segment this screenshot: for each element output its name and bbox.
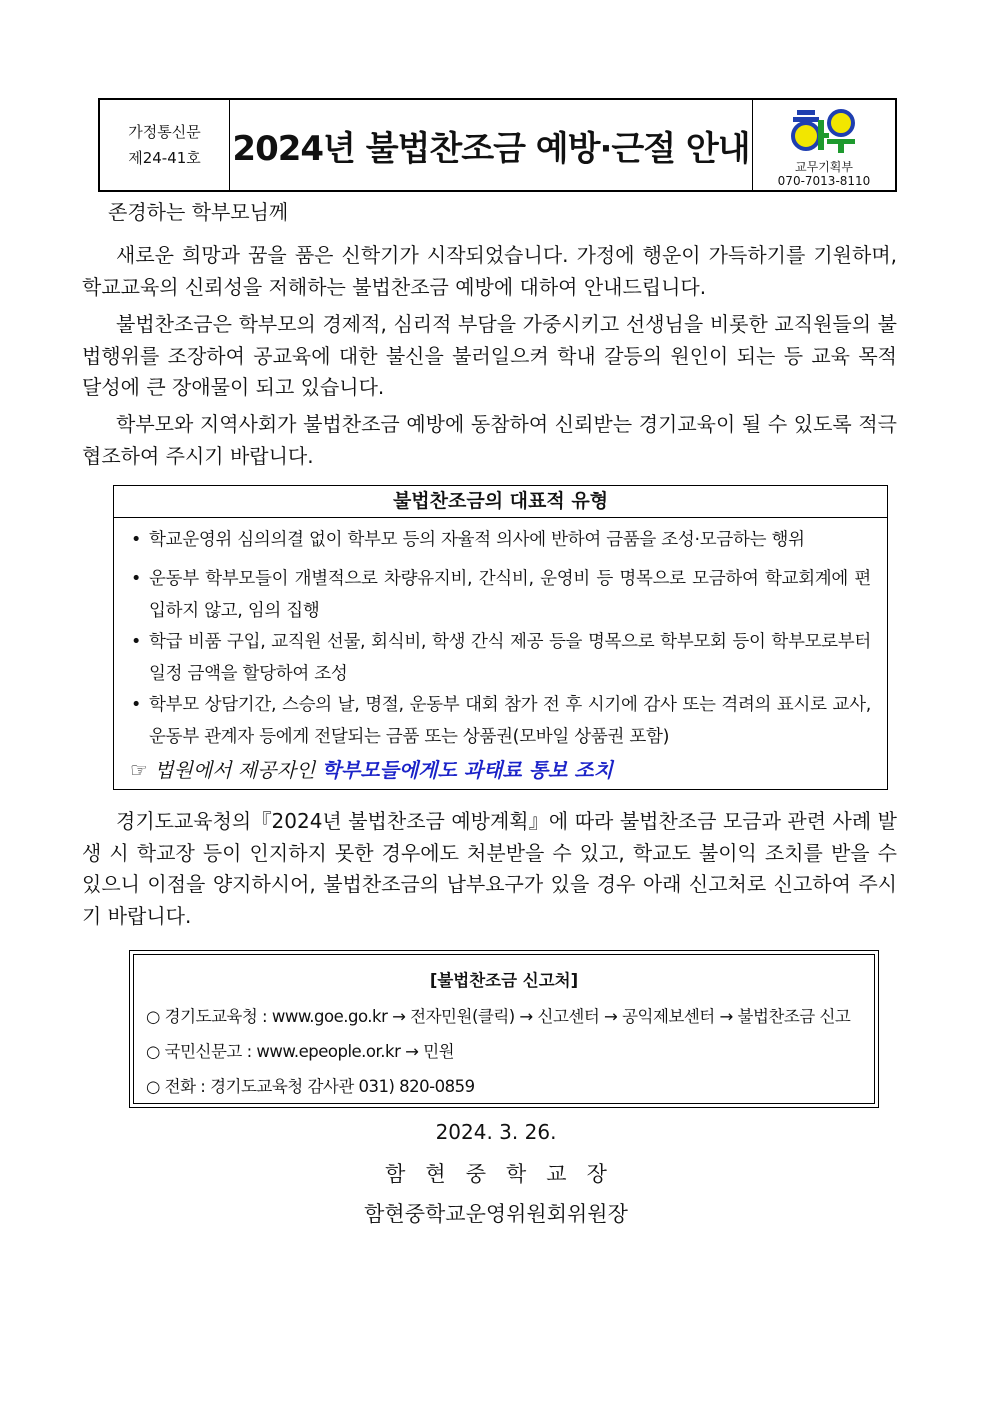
list-item: [131, 524, 871, 556]
bullet-icon: •: [131, 632, 142, 652]
note-highlight: 학부모들에게도 과태료 통보 조치: [321, 758, 613, 782]
issue-date: 2024. 3. 26.: [435, 1120, 557, 1144]
types-title: 불법찬조금의 대표적 유형: [114, 486, 887, 518]
principal-signature: 함현중학교장: [385, 1162, 627, 1186]
report-item-phone: ○ 전화 : 경기도교육청 감사관 031) 820-0859: [146, 1077, 475, 1096]
header-box: [98, 98, 897, 192]
list-item-text: 운동부 학부모들이 개별적으로 차량유지비, 간식비, 운영비 등 명목으로 모금하여 학교회계에 편입하지 않고, 임의 집행: [149, 569, 871, 621]
newsletter-label: 가정통신문: [128, 123, 201, 141]
paragraph-2: 불법찬조금은 학부모의 경제적, 심리적 부담을 가중시키고 선생님을 비롯한 교직원들의 불법행위를 조장하여 공교육에 대한 불신을 불러일으켜 학내 갈등의 원인이 되는 등 교육 목적 달성에 큰 장애물이 되고 있습니다.: [82, 312, 897, 399]
department-name: 교무기획부: [795, 160, 853, 174]
note-prefix: 법원에서 제공자인: [154, 758, 316, 782]
list-item: [131, 563, 871, 627]
list-item: [131, 689, 871, 753]
paragraph-1: 새로운 희망과 꿈을 품은 신학기가 시작되었습니다. 가정에 행운이 가득하기를 기원하며, 학교교육의 신뢰성을 저해하는 불법찬조금 예방에 대하여 안내드립니다.: [82, 243, 897, 299]
report-contacts-box: [129, 950, 879, 1108]
report-item-goe: ○ 경기도교육청 : www.goe.go.kr → 전자민원(클릭) → 신고센터 → 공익제보센터 → 불법찬조금 신고: [146, 1007, 851, 1026]
school-logo-icon: [791, 106, 857, 154]
list-item-text: 학부모 상담기간, 스승의 날, 명절, 운동부 대회 참가 전 후 시기에 감사 또는 격려의 표시로 교사, 운동부 관계자 등에게 전달되는 금품 또는 상품권(모바일 상품권 포함): [149, 695, 871, 747]
bullet-icon: •: [131, 530, 142, 550]
penalty-note: [130, 754, 613, 783]
page-title: 2024년 불법찬조금 예방·근절 안내: [232, 128, 750, 169]
paragraph-3: 학부모와 지역사회가 불법찬조금 예방에 동참하여 신뢰받는 경기교육이 될 수 있도록 적극 협조하여 주시기 바랍니다.: [82, 412, 897, 468]
report-item-epeople: ○ 국민신문고 : www.epeople.or.kr → 민원: [146, 1042, 455, 1061]
issue-cell: [100, 100, 230, 190]
greeting: 존경하는 학부모님께: [108, 200, 289, 224]
school-info-cell: [752, 100, 895, 190]
pointing-hand-icon: ☞: [130, 758, 148, 782]
bullet-icon: •: [131, 569, 142, 589]
department-info: [753, 160, 895, 188]
illegal-donation-types-box: [113, 485, 888, 790]
report-title: [불법찬조금 신고처]: [429, 971, 579, 990]
list-item: [131, 626, 871, 690]
list-item-text: 학교운영위 심의의결 없이 학부모 등의 자율적 의사에 반하여 금품을 조성·모금하는 행위: [149, 530, 805, 550]
committee-chair-signature: 함현중학교운영위원회위원장: [364, 1202, 628, 1226]
report-inner-frame: [133, 954, 875, 1104]
issue-number: 제24-41호: [128, 149, 201, 167]
paragraph-4: 경기도교육청의『2024년 불법찬조금 예방계획』에 따라 불법찬조금 모금과 관련 사례 발생 시 학교장 등이 인지하지 못한 경우에도 처분받을 수 있고, 학교도 불이익 조치를 받을 수 있으니 이점을 양지하시어, 불법찬조금의 납부요구가 있을 경우 아래 신고처로 신고하여 주시기 바랍니다.: [82, 809, 897, 928]
department-phone: 070-7013-8110: [777, 174, 871, 188]
list-item-text: 학급 비품 구입, 교직원 선물, 회식비, 학생 간식 제공 등을 명목으로 학부모회 등이 학부모로부터 일정 금액을 할당하여 조성: [149, 632, 871, 684]
bullet-icon: •: [131, 695, 142, 715]
